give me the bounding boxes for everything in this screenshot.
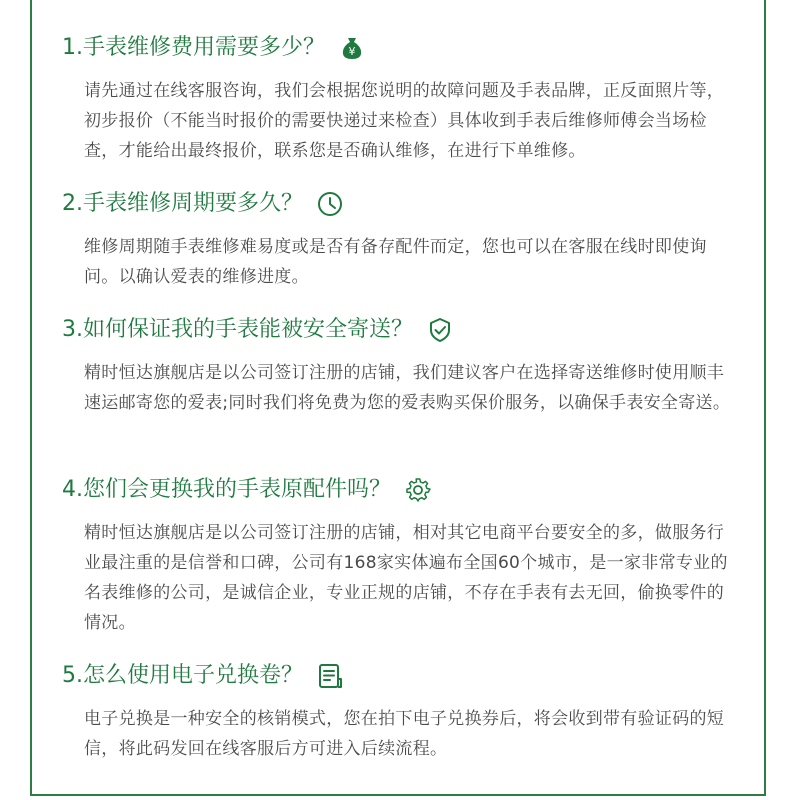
- faq-question: [62, 316, 734, 344]
- faq-question: [62, 476, 734, 504]
- faq-answer: 维修周期随手表维修难易度或是否有备存配件而定，您也可以在客服在线时即使询问。以确认爱表的维修进度。: [84, 237, 707, 287]
- faq-question: [62, 662, 734, 690]
- faq-panel: [30, 0, 766, 796]
- faq-answer: 精时恒达旗舰店是以公司签订注册的店铺，我们建议客户在选择寄送维修时使用顺丰速运邮寄您的爱表;同时我们将免费为您的爱表购买保价服务，以确保手表安全寄送。: [84, 363, 731, 413]
- gear-icon: [405, 477, 431, 503]
- faq-question-text: 4.您们会更换我的手表原配件吗？: [62, 477, 391, 502]
- faq-item-duration: [62, 190, 734, 292]
- faq-item-voucher: [62, 662, 734, 764]
- document-icon: [317, 663, 343, 689]
- money-bag-icon: [339, 35, 365, 61]
- faq-question: [62, 34, 734, 62]
- svg-text:¥: ¥: [348, 45, 356, 58]
- clock-icon: [317, 191, 343, 217]
- faq-question-text: 2.手表维修周期要多久？: [62, 191, 303, 216]
- faq-item-parts: [62, 476, 734, 638]
- faq-question-text: 3.如何保证我的手表能被安全寄送？: [62, 317, 413, 342]
- shield-check-icon: [427, 317, 453, 343]
- faq-item-cost: [62, 34, 734, 166]
- faq-question: [62, 190, 734, 218]
- faq-answer: 电子兑换是一种安全的核销模式，您在拍下电子兑换券后，将会收到带有验证码的短信，将此码发回在线客服后方可进入后续流程。: [84, 709, 725, 759]
- faq-question-text: 5.怎么使用电子兑换卷？: [62, 663, 303, 688]
- faq-question-text: 1.手表维修费用需要多少？: [62, 35, 325, 60]
- faq-answer: 精时恒达旗舰店是以公司签订注册的店铺，相对其它电商平台要安全的多，做服务行业最注重的是信誉和口碑，公司有168家实体遍布全国60个城市，是一家非常专业的名表维修的公司，是诚信企业，专业正规的店铺，不存在手表有去无回，偷换零件的情况。: [84, 523, 728, 633]
- faq-item-shipping: [62, 316, 734, 418]
- faq-answer: 请先通过在线客服咨询，我们会根据您说明的故障问题及手表品牌，正反面照片等，初步报价（不能当时报价的需要快递过来检查）具体收到手表后维修师傅会当场检查，才能给出最终报价，联系您是否确认维修，在进行下单维修。: [84, 81, 725, 161]
